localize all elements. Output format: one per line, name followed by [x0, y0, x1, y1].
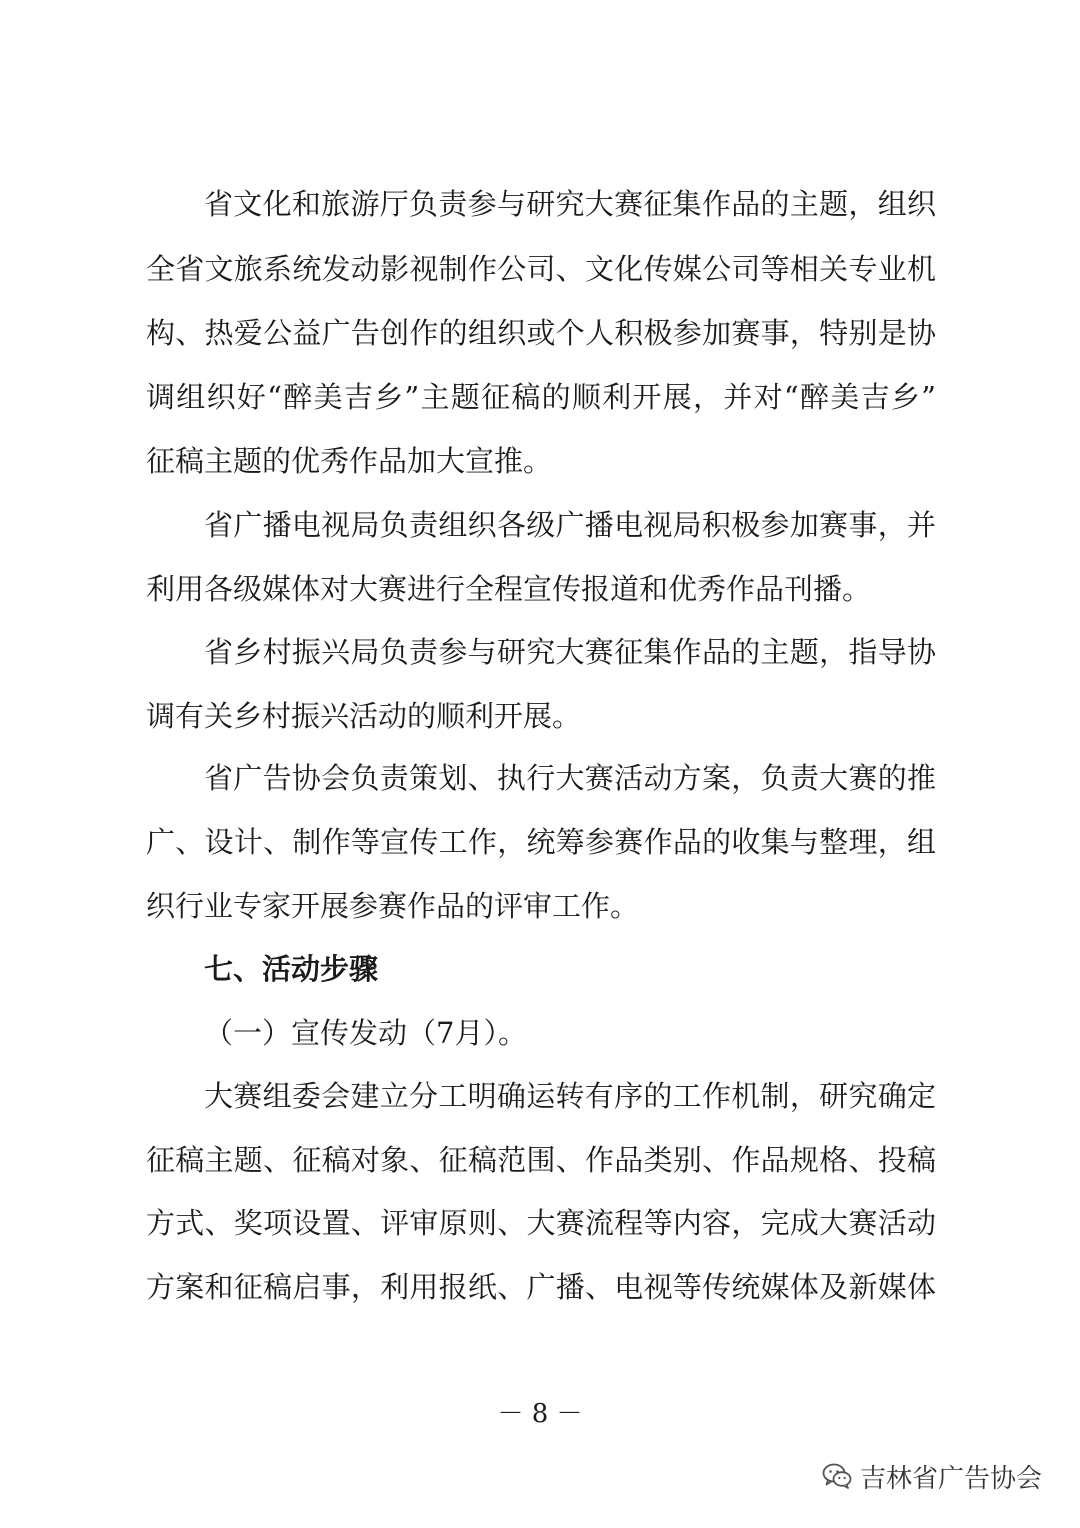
paragraph-line: 省乡村振兴局负责参与研究大赛征集作品的主题，指导协 [204, 635, 936, 669]
watermark-label: 吉林省广告协会 [860, 1463, 1043, 1494]
paragraph-line: 广、设计、制作等宣传工作，统筹参赛作品的收集与整理，组 [146, 825, 936, 859]
paragraph-line: 省广告协会负责策划、执行大赛活动方案，负责大赛的推 [204, 761, 936, 795]
paragraph-line: 织行业专家开展参赛作品的评审工作。 [146, 889, 640, 923]
paragraph-line: 省文化和旅游厅负责参与研究大赛征集作品的主题，组织 [204, 187, 936, 221]
paragraph-line: 方式、奖项设置、评审原则、大赛流程等内容，完成大赛活动 [146, 1206, 936, 1240]
subsection-heading: （一）宣传发动（7月）。 [204, 1016, 527, 1050]
paragraph-line: 调有关乡村振兴活动的顺利开展。 [146, 699, 582, 733]
wechat-icon [822, 1462, 852, 1490]
watermark [822, 1458, 1042, 1494]
page-number: － 8 － [497, 1399, 583, 1429]
section-heading: 七、活动步骤 [204, 952, 379, 986]
paragraph-line: 省广播电视局负责组织各级广播电视局积极参加赛事，并 [204, 508, 936, 542]
paragraph-line: 构、热爱公益广告创作的组织或个人积极参加赛事，特别是协 [146, 316, 936, 350]
paragraph-line: 征稿主题、征稿对象、征稿范围、作品类别、作品规格、投稿 [146, 1143, 936, 1177]
paragraph-line: 利用各级媒体对大赛进行全程宣传报道和优秀作品刊播。 [146, 572, 872, 606]
paragraph-line: 大赛组委会建立分工明确运转有序的工作机制，研究确定 [204, 1079, 936, 1113]
paragraph-line: 征稿主题的优秀作品加大宣推。 [146, 444, 553, 478]
paragraph-line: 方案和征稿启事，利用报纸、广播、电视等传统媒体及新媒体 [146, 1270, 936, 1304]
paragraph-line: 全省文旅系统发动影视制作公司、文化传媒公司等相关专业机 [146, 252, 936, 286]
paragraph-line: 调组织好“醉美吉乡”主题征稿的顺利开展，并对“醉美吉乡” [146, 380, 936, 414]
